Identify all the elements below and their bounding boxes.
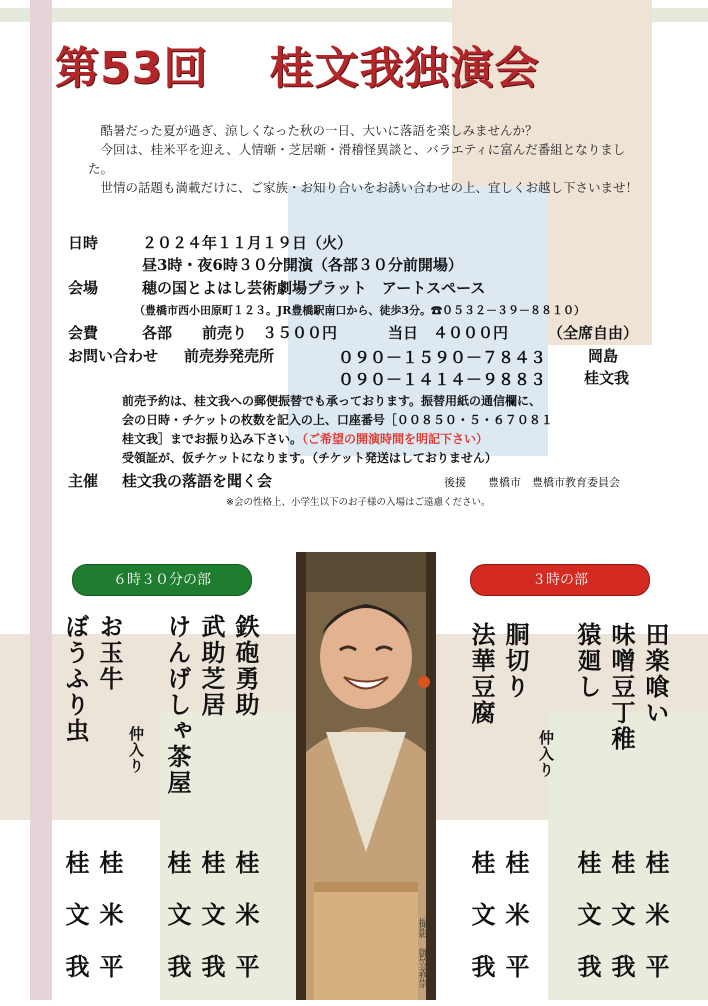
event-time: 昼3時・夜6時３０分開演（各部３０分前開場） bbox=[142, 256, 463, 274]
evening-title-1: 鉄砲勇助 bbox=[231, 614, 260, 718]
date-label: 日時 bbox=[68, 234, 99, 252]
evening-title-4: お玉牛 bbox=[95, 614, 124, 692]
fee-seating: （全席自由） bbox=[548, 324, 639, 342]
note-line-2: 会の日時・チケットの枚数を記入の上、口座番号［００８５０・５・６７０８１ bbox=[122, 413, 553, 427]
event-date: ２０２４年１１月１９日（火） bbox=[142, 234, 353, 252]
afternoon-performer-4 bbox=[500, 850, 530, 1006]
afternoon-performer-3-name: 桂文我 bbox=[573, 850, 602, 1006]
afternoon-title-1: 田楽喰い bbox=[641, 622, 670, 726]
afternoon-performer-1 bbox=[640, 850, 670, 1006]
fee-parts: 各部 bbox=[142, 324, 173, 342]
note-line-1: 前売予約は、桂文我への郵便振替でも承っております。振替用紙の通信欄に、 bbox=[122, 394, 542, 408]
note-line-3 bbox=[122, 430, 488, 449]
contact-office: 前売券発売所 bbox=[184, 347, 275, 365]
phone-1-name: 岡島 bbox=[588, 347, 619, 365]
afternoon-performer-4-name: 桂米平 bbox=[501, 850, 530, 1006]
afternoon-performer-5-name: 桂文我 bbox=[467, 850, 496, 1006]
intro-line-2: 今回は、桂米平を迎え、人情噺・芝居噺・滑稽怪異談と、バラエティに富んだ番組となりました。 bbox=[88, 142, 626, 176]
evening-performer-4 bbox=[94, 850, 124, 1006]
evening-performer-5 bbox=[60, 850, 90, 1006]
venue-name: 穂の国とよはし芸術劇場プラット アートスペース bbox=[142, 279, 486, 297]
afternoon-performer-2 bbox=[606, 850, 636, 1006]
page-title: 第53回 桂文我独演会 bbox=[55, 43, 540, 94]
host-label: 主催 bbox=[68, 472, 99, 490]
evening-performer-3-name: 桂文我 bbox=[163, 850, 192, 1006]
decor-band-left bbox=[30, 0, 52, 1000]
host-name: 桂文我の落語を聞く会 bbox=[122, 472, 273, 490]
venue-label: 会場 bbox=[68, 279, 99, 297]
contact-label: お問い合わせ bbox=[68, 347, 159, 365]
afternoon-intermission: 仲入り bbox=[537, 730, 555, 778]
phone-2: ０９０－１４１４－９８８３ bbox=[338, 370, 547, 389]
venue-address: （豊橋市西小田原町１２３。JR豊橋駅南口から、徒歩3分。☎０５３２－３９－８８１０） bbox=[134, 304, 585, 317]
evening-performer-4-name: 桂米平 bbox=[95, 850, 124, 1006]
evening-performer-2-name: 桂文我 bbox=[197, 850, 226, 1006]
note-line-3-text: 桂文我］までお振り込み下さい。 bbox=[122, 432, 303, 446]
intro-text bbox=[88, 121, 648, 197]
evening-performer-3 bbox=[162, 850, 192, 1006]
afternoon-title-3: 猿廻し bbox=[573, 622, 602, 700]
afternoon-performer-3 bbox=[572, 850, 602, 1006]
afternoon-session-badge: ３時の部 bbox=[470, 564, 650, 596]
note-line-4: 受領証が、仮チケットになります。（チケット発送はしておりません） bbox=[122, 451, 497, 465]
evening-session-badge: ６時３０分の部 bbox=[72, 564, 252, 596]
note-line-3-highlight: （ご希望の開演時間を明記下さい） bbox=[302, 432, 489, 446]
intro-line-1: 酷暑だった夏が過ぎ、涼しくなった秋の一日、大いに落語を楽しみませんか？ bbox=[100, 123, 538, 138]
fee-door: 当日 ４０００円 bbox=[388, 324, 509, 342]
intro-line-3: 世情の話題も満載だけに、ご家族・お知り合いをお誘い合わせの上、宜しくお越し下さいませ！ bbox=[100, 180, 639, 195]
afternoon-title-5: 法華豆腐 bbox=[467, 622, 496, 726]
afternoon-performer-1-name: 桂米平 bbox=[641, 850, 670, 1006]
evening-title-3: けんげしゃ茶屋 bbox=[163, 614, 192, 796]
phone-1: ０９０－１５９０－７８４３ bbox=[338, 348, 547, 367]
evening-performer-1 bbox=[230, 850, 260, 1006]
fee-advance: 前売り ３５００円 bbox=[202, 324, 338, 342]
photo-credit: 撮影 御笠義崇 bbox=[416, 918, 427, 988]
afternoon-title-2: 味噌豆丁稚 bbox=[607, 622, 636, 752]
footnote: ※会の性格上、小学生以下のお子様の入場はご遠慮ください。 bbox=[226, 497, 491, 508]
afternoon-title-4: 胴切り bbox=[501, 622, 530, 700]
phone-2-name: 桂文我 bbox=[584, 369, 630, 387]
evening-title-5: ぼうふり虫 bbox=[61, 614, 90, 744]
supporters: 後援 豊橋市 豊橋市教育委員会 bbox=[444, 476, 620, 489]
afternoon-performer-5 bbox=[466, 850, 496, 1006]
evening-performer-1-name: 桂米平 bbox=[231, 850, 260, 1006]
evening-performer-2 bbox=[196, 850, 226, 1006]
evening-intermission: 仲入り bbox=[127, 726, 145, 774]
fee-label: 会費 bbox=[68, 324, 99, 342]
evening-title-2: 武助芝居 bbox=[197, 614, 226, 718]
afternoon-performer-2-name: 桂文我 bbox=[607, 850, 636, 1006]
evening-performer-5-name: 桂文我 bbox=[61, 850, 90, 1006]
